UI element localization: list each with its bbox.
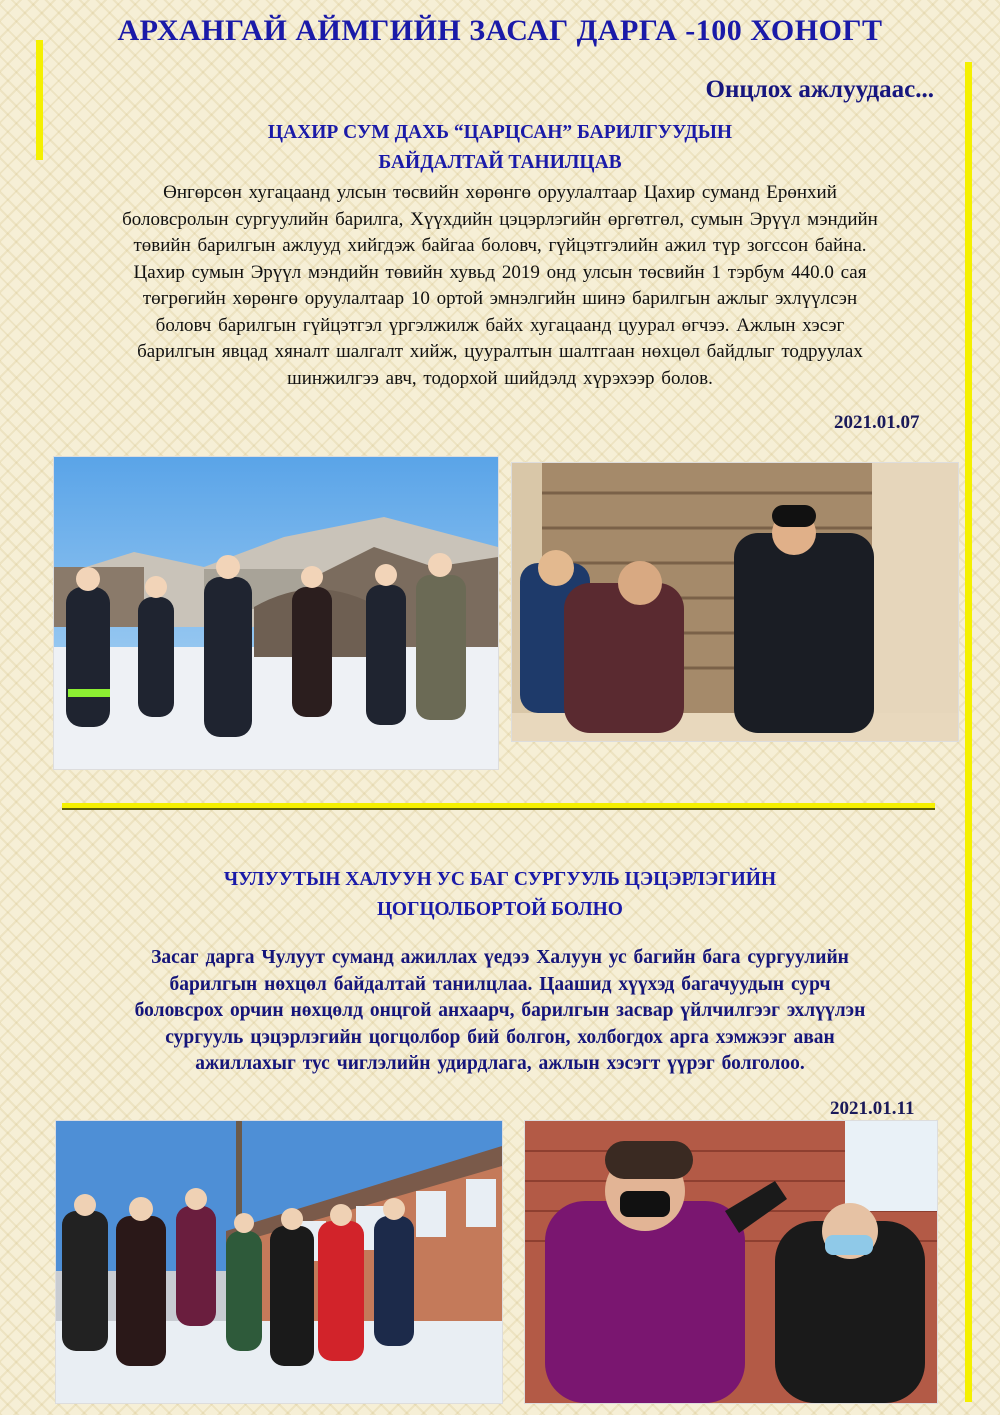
article2-line: барилгын нөхцөл байдалтай танилцлаа. Цаашид хүүхэд багачуудын сурч xyxy=(169,973,831,995)
article2-headline-line1: ЧУЛУУТЫН ХАЛУУН УС БАГ СУРГУУЛЬ ЦЭЦЭРЛЭГИЙН xyxy=(223,869,777,890)
article1-line: Өнгөрсөн хугацаанд улсын төсвийн хөрөнгө оруулалтаар Цахир суманд Ерөнхий xyxy=(163,182,837,203)
photo-group-snow xyxy=(53,456,499,770)
photo-school-group xyxy=(55,1120,503,1404)
page-title: АРХАНГАЙ АЙМГИЙН ЗАСАГ ДАРГА -100 ХОНОГТ xyxy=(117,14,883,47)
article1-line: Цахир сумын Эрүүл мэндийн төвийн хувьд 2019 онд улсын төсвийн 1 тэрбум 440.0 сая xyxy=(133,261,867,283)
photo-purple-deel xyxy=(524,1120,938,1404)
article1-line: төвийн барилгын ажлууд хийгдэж байгаа боловч, гүйцэтгэлийн ажил түр зогссон байна. xyxy=(133,235,867,256)
article2-date: 2021.01.11 xyxy=(830,1098,915,1119)
article1-headline-line2: БАЙДАЛТАЙ ТАНИЛЦАВ xyxy=(378,152,622,173)
article2-headline xyxy=(60,865,940,925)
article2-line: боловсрох орчин нөхцөлд онцгой анхаарч, барилгын засвар үйлчилгээг эхлүүлэн xyxy=(134,1000,866,1021)
left-accent-bar xyxy=(36,40,43,160)
article2-line: сургууль цэцэрлэгийн цогцолбор бий болгон, холбогдох арга хэмжээг аван xyxy=(165,1026,835,1048)
article1-line: төгрөгийн хөрөнгө оруулалтаар 10 ортой эмнэлгийн шинэ барилгын ажлыг эхлүүлсэн xyxy=(142,288,858,309)
article2-headline-line2: ЦОГЦОЛБОРТОЙ БОЛНО xyxy=(377,899,623,920)
article1-line: шинжилгээ авч, тодорхой шийдэлд хүрэхээр болов. xyxy=(287,367,713,389)
article1-line: барилгын явцад хяналт шалгалт хийж, цууралтын шалтгаан нөхцөл байдлыг тодруулах xyxy=(137,341,863,362)
article1-body xyxy=(58,180,942,392)
article2-body xyxy=(58,945,942,1078)
right-accent-bar xyxy=(965,62,972,1402)
article1-headline-line1: ЦАХИР СУМ ДАХЬ “ЦАРЦСАН” БАРИЛГУУДЫН xyxy=(267,122,733,143)
section-divider xyxy=(62,803,935,808)
section-subtitle: Онцлох ажлуудаас... xyxy=(705,76,934,103)
photo-wooden-building xyxy=(511,462,959,742)
article1-line: боловч барилгын гүйцэтгэл үргэлжилж байх хугацаанд цуурал өгчээ. Ажлын хэсэг xyxy=(155,314,845,336)
article2-line: ажиллахыг тус чиглэлийн удирдлага, ажлын хэсэгт үүрэг болголоо. xyxy=(195,1053,805,1074)
article1-date: 2021.01.07 xyxy=(834,412,920,433)
article1-headline xyxy=(60,118,940,178)
article1-line: боловсролын сургуулийн барилга, Хүүхдийн цэцэрлэгийн өргөтгөл, сумын Эрүүл мэндийн xyxy=(122,208,878,230)
article2-line: Засаг дарга Чулуут суманд ажиллах үедээ Халуун ус багийн бага сургуулийн xyxy=(151,947,849,968)
